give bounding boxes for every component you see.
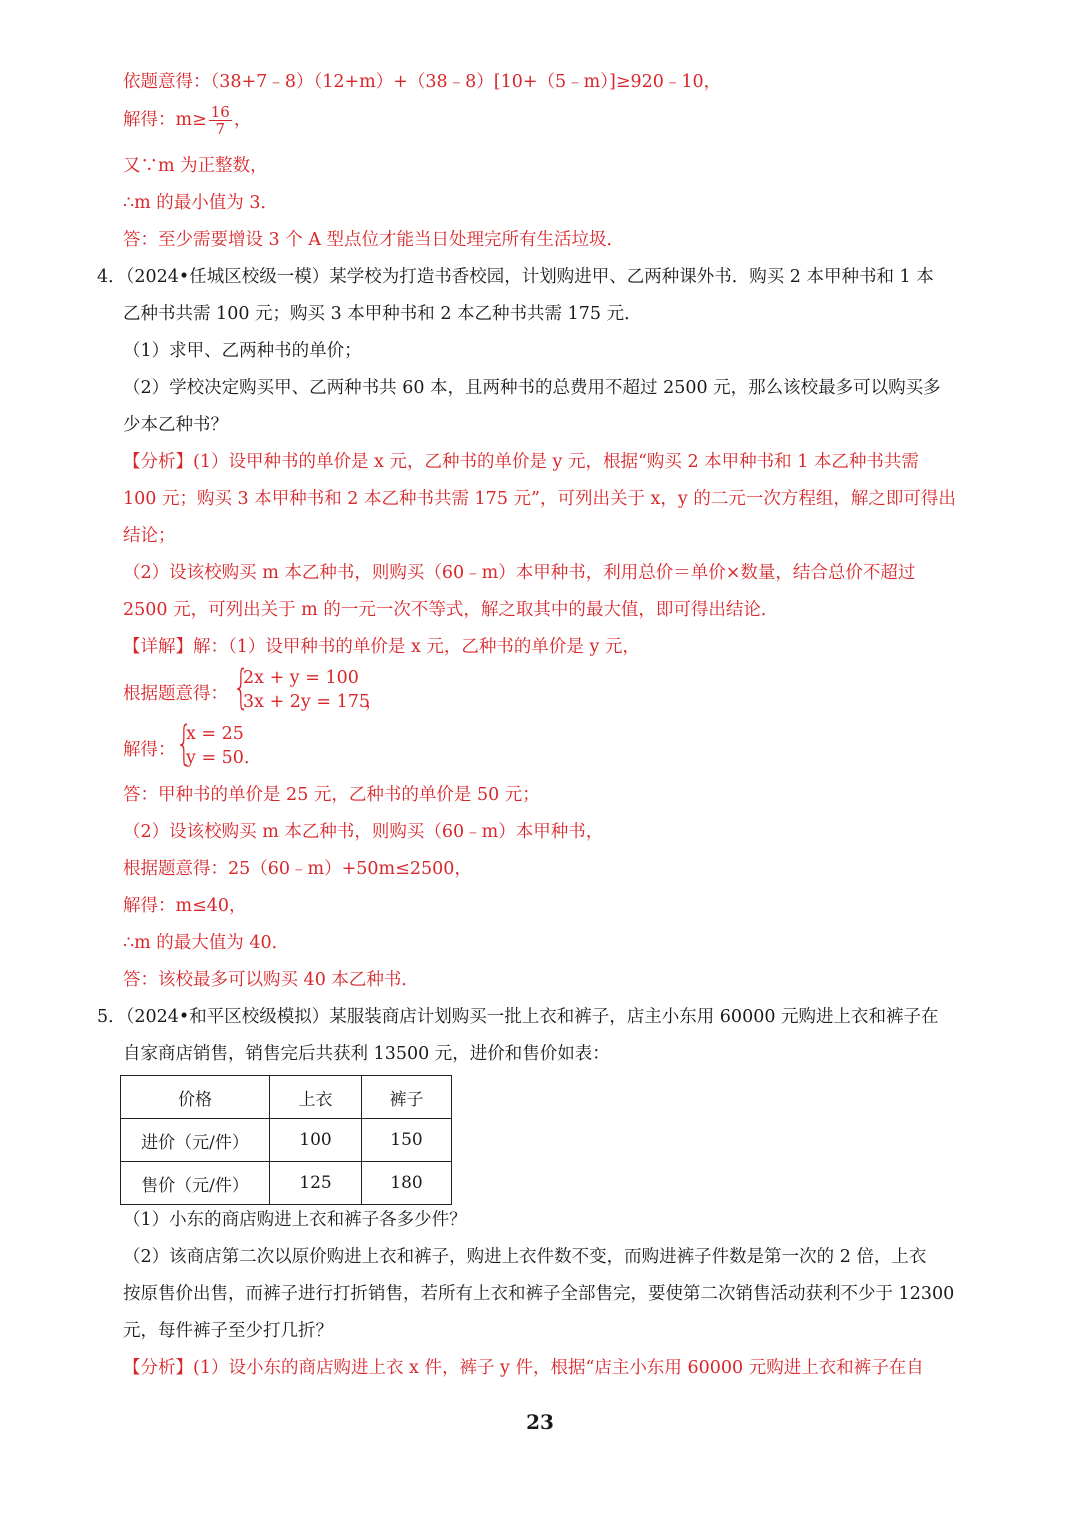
solution-text: 解得：m≥ — [123, 110, 207, 130]
analysis-line: 【分析】(1）设甲种书的单价是 x 元，乙种书的单价是 y 元，根据“购买 2 本甲种书和 1 本乙种书共需 — [123, 452, 919, 472]
table-cell: 180 — [362, 1162, 452, 1205]
fraction-denominator: 7 — [215, 120, 226, 138]
detail-line: （2）设该校购买 m 本乙种书，则购买（60﹣m）本甲种书， — [123, 822, 604, 842]
equation: y = 50 — [186, 748, 244, 768]
detail-line: 答：甲种书的单价是 25 元，乙种书的单价是 50 元； — [123, 785, 540, 805]
punct: ． — [244, 748, 262, 768]
analysis-line: 结论； — [123, 526, 176, 546]
solution-line: 依题意得：（38+7﹣8）（12+m）+（38﹣8）[10+（5﹣m）]≥920﹣10， — [123, 72, 722, 92]
analysis-line: 【分析】(1）设小东的商店购进上衣 x 件，裤子 y 件，根据“店主小东用 60000 元购进上衣和裤子在自 — [123, 1358, 924, 1378]
table-cell: 100 — [270, 1119, 362, 1162]
price-table — [120, 1075, 452, 1205]
table-header-row — [121, 1076, 452, 1119]
table-row — [121, 1119, 452, 1162]
question-part-2: （2）该商店第二次以原价购进上衣和裤子，购进上衣件数不变，而购进裤子件数是第一次的 2 倍，上衣 — [123, 1247, 927, 1267]
table-row — [121, 1162, 452, 1205]
detail-line: 解得：m≤40， — [123, 896, 247, 916]
fraction — [209, 104, 232, 137]
question-text: 乙种书共需 100 元；购买 3 本甲种书和 2 本乙种书共需 175 元． — [123, 304, 642, 324]
table-cell: 进价（元/件） — [121, 1119, 270, 1162]
equation: 3x + 2y = 175 — [243, 692, 371, 712]
table-cell: 125 — [270, 1162, 362, 1205]
solution-line: 又∵m 为正整数， — [123, 156, 268, 176]
question-text: 自家商店销售，销售完后共获利 13500 元，进价和售价如表： — [123, 1044, 610, 1064]
solution-line — [123, 104, 251, 137]
punct: ， — [365, 692, 383, 712]
detail-line: 根据题意得：25（60﹣m）+50m≤2500， — [123, 859, 472, 879]
question-text: 少本乙种书？ — [123, 415, 228, 435]
brace-icon: { — [233, 660, 250, 714]
equation: 2x + y = 100 — [243, 668, 359, 688]
answer-line: 答：该校最多可以购买 40 本乙种书． — [123, 970, 419, 990]
question-part-1: （1）小东的商店购进上衣和裤子各多少件？ — [123, 1210, 467, 1230]
table-header-cell: 裤子 — [362, 1076, 452, 1119]
analysis-line: 100 元；购买 3 本甲种书和 2 本乙种书共需 175 元”，可列出关于 x，y 的二元一次方程组，解之即可得出 — [123, 489, 956, 509]
detail-label: 根据题意得： — [123, 684, 228, 704]
page-number: 23 — [526, 1410, 554, 1434]
table-header-cell: 上衣 — [270, 1076, 362, 1119]
question-part-1: （1）求甲、乙两种书的单价； — [123, 341, 362, 361]
detail-label: 解得： — [123, 740, 176, 760]
question-part-2: （2）学校决定购买甲、乙两种书共 60 本，且两种书的总费用不超过 2500 元，那么该校最多可以购买多 — [123, 378, 941, 398]
brace-icon: { — [176, 716, 193, 770]
fraction-numerator: 16 — [210, 103, 230, 121]
answer-line: 答：至少需要增设 3 个 A 型点位才能当日处理完所有生活垃圾． — [123, 230, 625, 250]
analysis-line: 2500 元，可列出关于 m 的一元一次不等式，解之取其中的最大值，即可得出结论． — [123, 600, 779, 620]
solution-text: ， — [233, 110, 252, 130]
table-cell: 150 — [362, 1119, 452, 1162]
analysis-line: （2）设该校购买 m 本乙种书，则购买（60﹣m）本甲种书，利用总价＝单价×数量，结合总价不超过 — [123, 563, 916, 583]
detail-line: 【详解】解：（1）设甲种书的单价是 x 元，乙种书的单价是 y 元， — [123, 637, 640, 657]
question-text: 按原售价出售，而裤子进行打折销售，若所有上衣和裤子全部售完，要使第二次销售活动获利不少于 12300 — [123, 1284, 955, 1304]
question-text: 元，每件裤子至少打几折？ — [123, 1321, 333, 1341]
detail-line: ∴m 的最大值为 40． — [123, 933, 290, 953]
table-cell: 售价（元/件） — [121, 1162, 270, 1205]
table-header-cell: 价格 — [121, 1076, 270, 1119]
equation: x = 25 — [186, 724, 244, 744]
solution-line: ∴m 的最小值为 3． — [123, 193, 278, 213]
question-4-title: 4．（2024•任城区校级一模）某学校为打造书香校园，计划购进甲、乙两种课外书．购买 2 本甲种书和 1 本 — [97, 267, 934, 287]
question-5-title: 5．（2024•和平区校级模拟）某服装商店计划购买一批上衣和裤子，店主小东用 60000 元购进上衣和裤子在 — [97, 1007, 939, 1027]
